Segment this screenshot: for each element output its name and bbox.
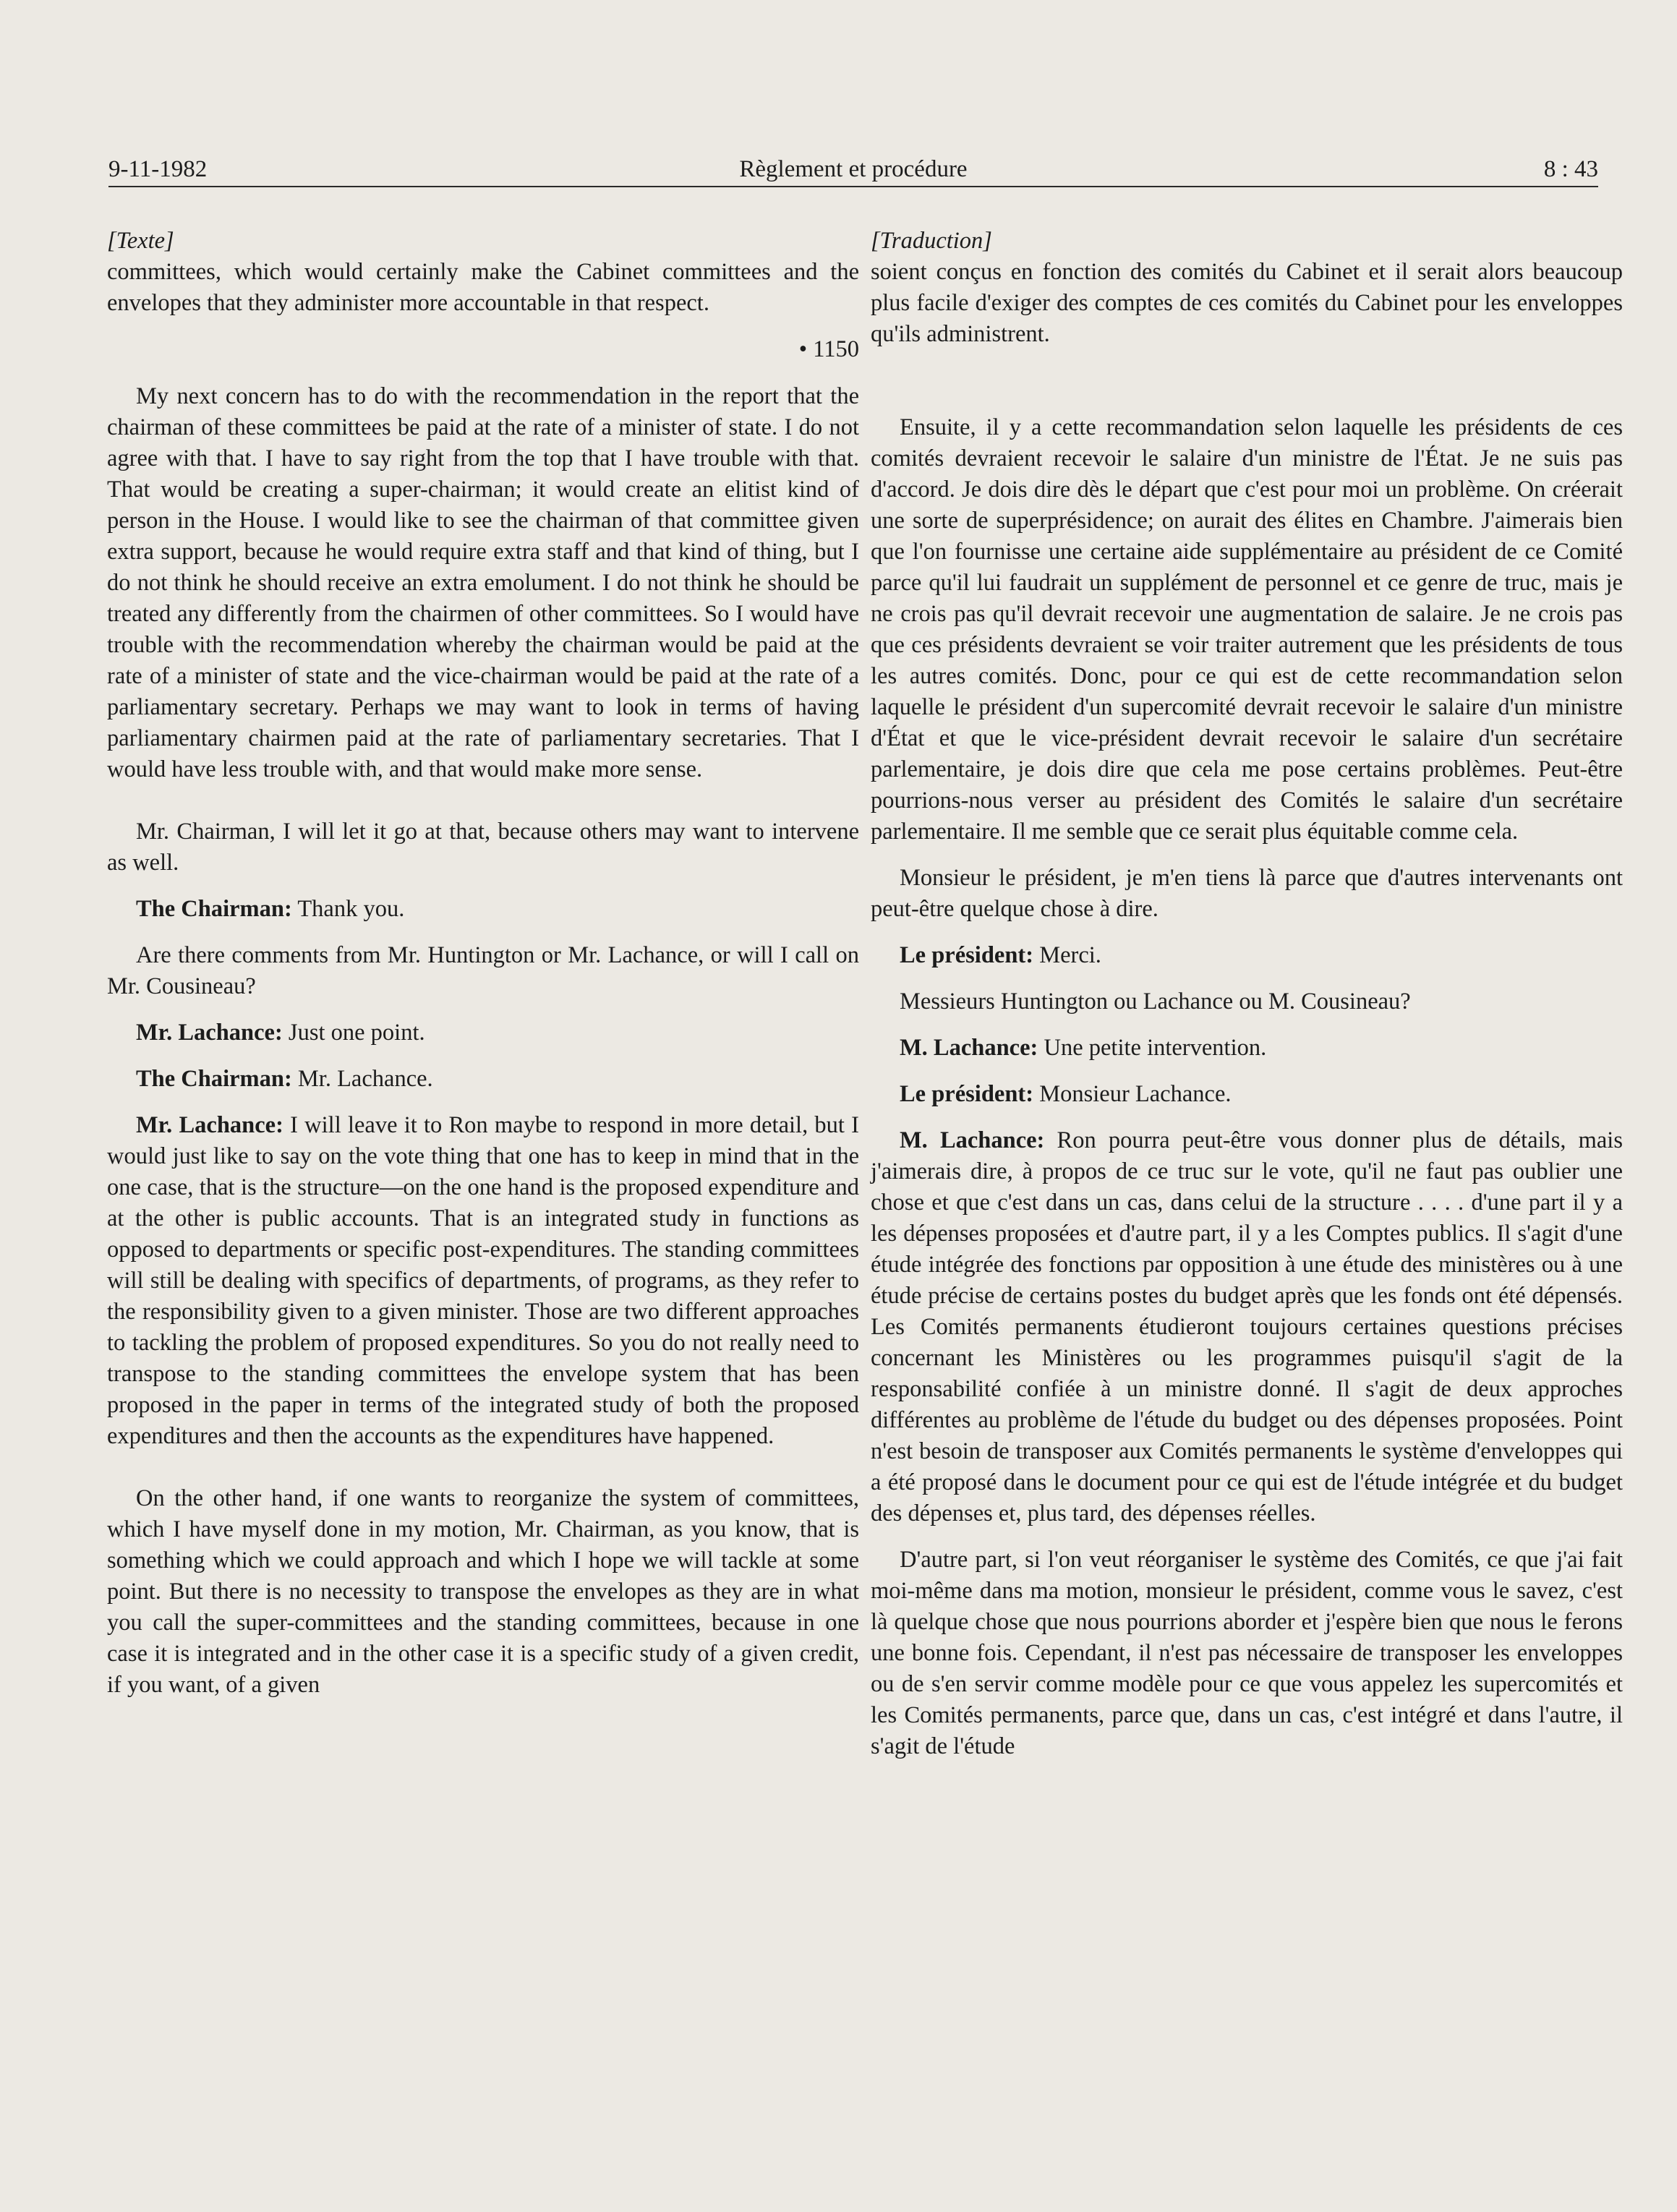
french-column (871, 226, 1623, 1777)
speech-text: Une petite intervention. (1038, 1035, 1267, 1061)
paragraph: committees, which would certainly make the Cabinet committees and the envelopes that they administer more accountable in that respect. (107, 259, 859, 316)
speaker-name: Le président: (900, 1081, 1034, 1107)
speaker-name: M. Lachance: (900, 1035, 1038, 1061)
paragraph: On the other hand, if one wants to reorganize the system of committees, which I have myself done in my motion, Mr. Chairman, as you know, that is something which we could approach and which I hope we will tackle at some point. But there is no necessity to transpose the envelopes as they are in what you call the super-committees and the standing committees, because in one case it is integrated and in the other case it is a specific study of a given credit, if you want, of a given (107, 1485, 859, 1698)
header-date: 9-11-1982 (108, 156, 208, 182)
speaker-paragraph (107, 1017, 859, 1049)
speaker-name: Mr. Lachance: (136, 1020, 283, 1046)
speaker-paragraph (871, 1033, 1623, 1064)
speaker-paragraph (871, 940, 1623, 971)
english-column (107, 226, 859, 1716)
speech-text: Monsieur Lachance. (1033, 1081, 1232, 1107)
time-stamp: • 1150 (798, 336, 859, 362)
speech-text: Ron pourra peut-être vous donner plus de détails, mais j'aimerais dire, à propos de ce truc sur le vote, qu'il ne faut pas oublier une chose et que c'est dans un cas, dans celui de la structure . . . . d'une part il y a les dépenses proposées et d'autre part, il y a les Comptes publics. Il s'agit d'une étude intégrée des fonctions par opposition à une étude des ministères ou à une étude précise de certains postes du budget après que les fonds ont été dépensés. Les Comités permanents étudieront toujours certaines questions précises concernant les Ministères ou les programmes puisqu'il s'agit de la responsabilité confiée à un ministre donné. Il s'agit de deux approches différentes au problème de l'étude du budget ou des dépenses proposées. Point n'est besoin de transposer aux Comités permanents le système d'enveloppes qui a été proposé dans le document pour ce qui est de l'étude intégrée et du budget des dépenses et, plus tard, des dépenses réelles. (871, 1127, 1623, 1526)
paragraph: My next concern has to do with the recommendation in the report that the chairman of these committees be paid at the rate of a minister of state. I do not agree with that. I have to say right from the top that I have trouble with that. That would be creating a super-chairman; it would create an elitist kind of person in the House. I would like to see the chairman of that committee given extra support, because he would require extra staff and that kind of thing, but I do not think he should receive an extra emolument. I do not think he should be treated any differently from the chairmen of other committees. So I would have trouble with the recommendation whereby the chairman would be paid at the rate of a minister of state and the vice-chairman would be paid at the rate of a parliamentary secretary. Perhaps we may want to look in terms of having parliamentary chairmen paid at the rate of parliamentary secretaries. That I would have less trouble with, and that would make more sense. (107, 383, 859, 782)
paragraph: Messieurs Huntington ou Lachance ou M. Cousineau? (900, 988, 1411, 1015)
translation-marker: [Traduction] (871, 228, 992, 254)
header-page-number: 8 : 43 (1543, 156, 1598, 182)
header-title: Règlement et procédure (739, 156, 968, 182)
speech-text: I will leave it to Ron maybe to respond in more detail, but I would just like to say on the vote thing that one has to keep in mind that in the one case, that is the structure—on the one hand is the proposed expenditure and at the other is public accounts. That is an integrated study in functions as opposed to departments or specific post-expenditures. The standing committees will still be dealing with specifics of departments, of programs, as they refer to the responsibility given to a given minister. Those are two different approaches to tackling the problem of proposed expenditures. So you do not really need to transpose to the standing committees the envelope system that has been proposed in the paper in terms of the integrated study of both the proposed expenditures and then the accounts as the expenditures have happened. (107, 1112, 859, 1449)
original-text-marker: [Texte] (107, 228, 174, 254)
speaker-paragraph (871, 1079, 1623, 1110)
speech-text: Merci. (1033, 942, 1101, 968)
speaker-name: M. Lachance: (900, 1127, 1045, 1153)
paragraph: Ensuite, il y a cette recommandation selon laquelle les présidents de ces comités devraient recevoir le salaire d'un ministre de l'État. Je ne suis pas d'accord. Je dois dire dès le départ que c'est pour moi un problème. On créerait une sorte de superprésidence; on aurait des élites en Chambre. J'aimerais bien que l'on fournisse une certaine aide supplémentaire au président de ce Comité parce qu'il lui faudrait un supplément de personnel et ce genre de truc, mais je ne crois pas qu'il devrait recevoir une augmentation de salaire. Je ne crois pas que ces présidents devraient se voir traiter autrement que les présidents de tous les autres comités. Donc, pour ce qui est de cette recommandation selon laquelle le président d'un supercomité devrait recevoir le salaire d'un ministre d'État et que le vice-président devrait recevoir le salaire d'un secrétaire parlementaire, je dois dire que cela me pose certains problèmes. Peut-être pourrions-nous verser au président des Comités le salaire d'un secrétaire parlementaire. Il me semble que ce serait plus équitable comme cela. (871, 414, 1623, 845)
speaker-paragraph (107, 1064, 859, 1095)
speaker-paragraph (107, 1110, 859, 1452)
page-header (108, 148, 1598, 187)
speaker-name: The Chairman: (136, 896, 292, 922)
speaker-name: Mr. Lachance: (136, 1112, 283, 1138)
speech-text: Just one point. (282, 1020, 425, 1046)
speech-text: Mr. Lachance. (291, 1066, 433, 1092)
paragraph: Are there comments from Mr. Huntington or Mr. Lachance, or will I call on Mr. Cousineau? (107, 942, 859, 999)
paragraph: Mr. Chairman, I will let it go at that, because others may want to intervene as well. (107, 819, 859, 876)
paragraph: soient conçus en fonction des comités du Cabinet et il serait alors beaucoup plus facile d'exiger des comptes de ces comités du Cabinet pour les enveloppes qu'ils administrent. (871, 259, 1623, 347)
speaker-name: Le président: (900, 942, 1034, 968)
speech-text: Thank you. (291, 896, 405, 922)
paragraph: Monsieur le président, je m'en tiens là parce que d'autres intervenants ont peut-être quelque chose à dire. (871, 865, 1623, 922)
speaker-name: The Chairman: (136, 1066, 292, 1092)
paragraph: D'autre part, si l'on veut réorganiser le système des Comités, ce que j'ai fait moi-même dans ma motion, monsieur le président, comme vous le savez, c'est là quelque chose que nous pourrions aborder et j'espère bien que nous le ferons une bonne fois. Cependant, il n'est pas nécessaire de transposer les enveloppes ou de s'en servir comme modèle pour ce que vous appelez les supercomités et les Comités permanents, parce que, dans un cas, c'est intégré et dans l'autre, il s'agit de l'étude (871, 1547, 1623, 1759)
speaker-paragraph (871, 1125, 1623, 1529)
speaker-paragraph (107, 894, 859, 925)
